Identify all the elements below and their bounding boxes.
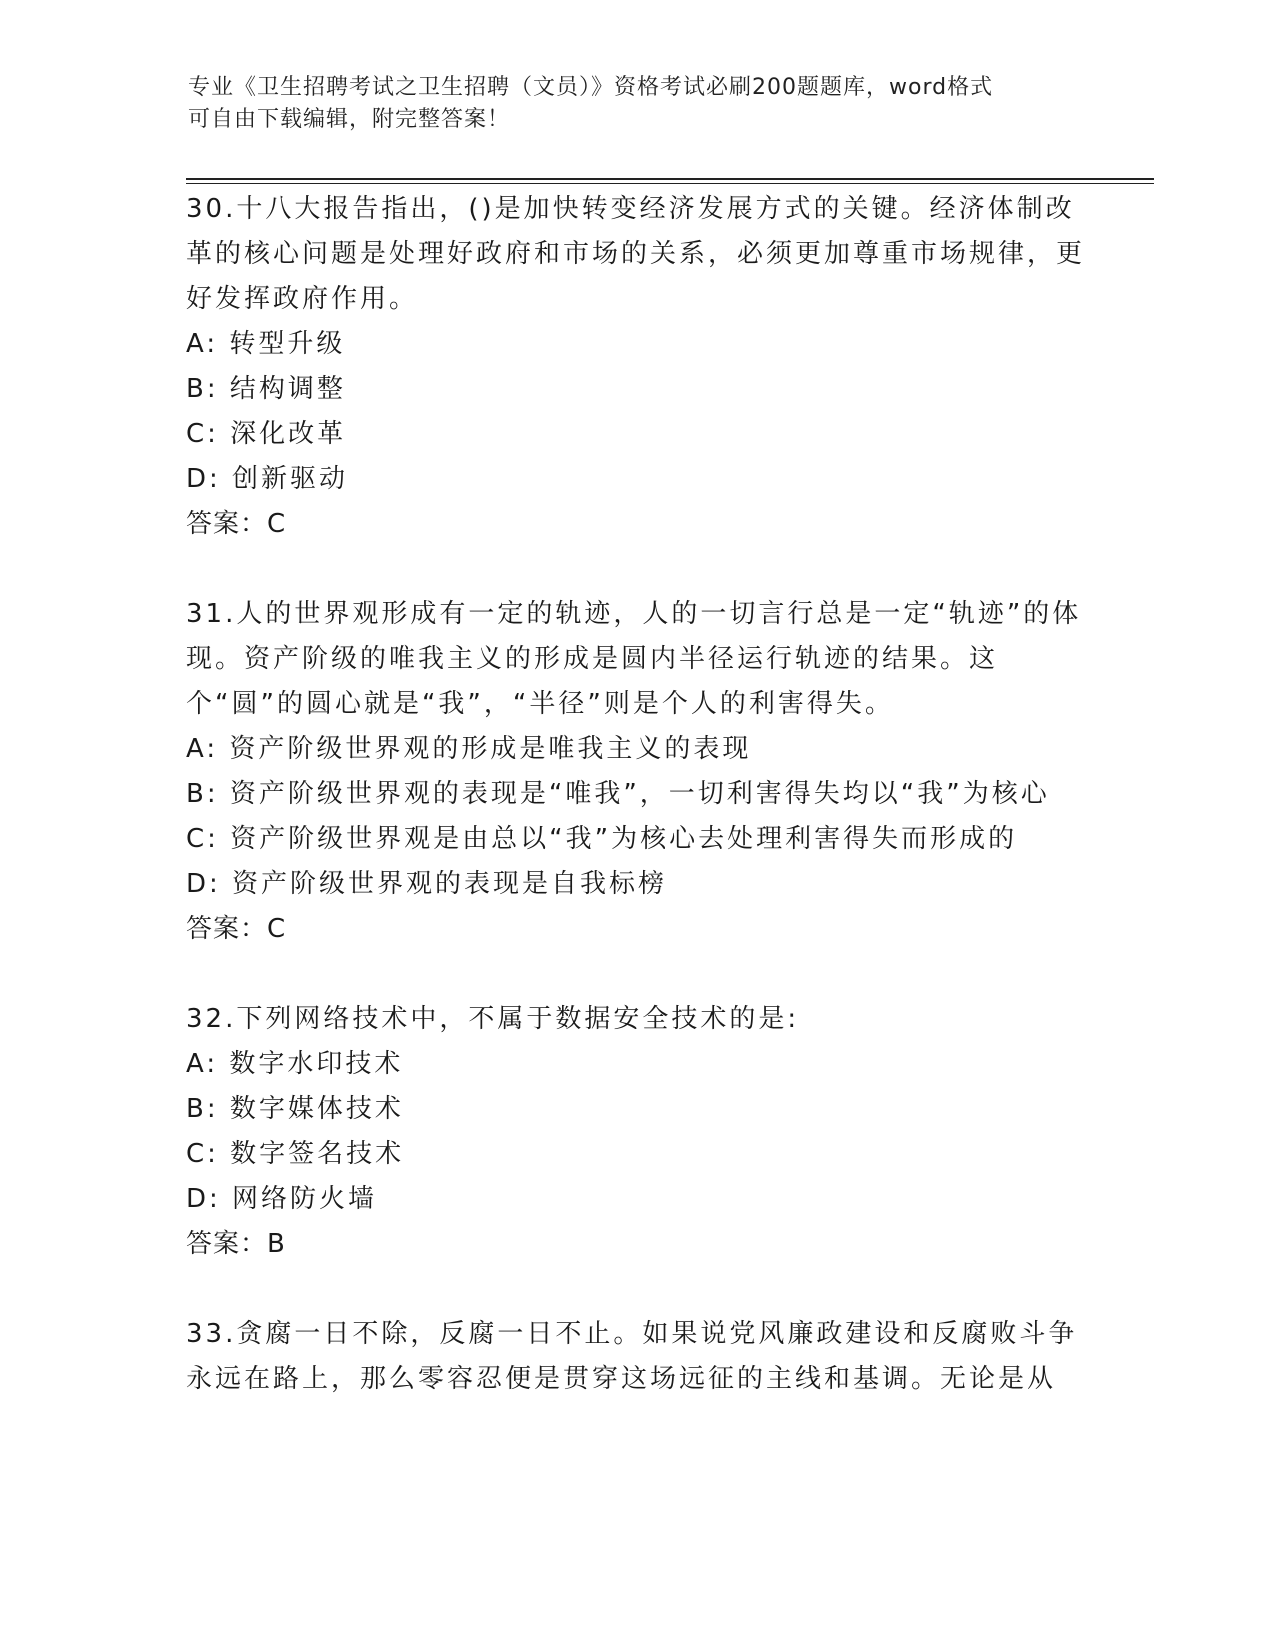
question-33 xyxy=(186,1312,1086,1402)
option-d: D: 创新驱动 xyxy=(186,464,349,494)
question-list xyxy=(186,187,1086,1402)
document-header xyxy=(188,72,1068,136)
option-d: D: 资产阶级世界观的表现是自我标榜 xyxy=(186,869,668,899)
question-text: 31.人的世界观形成有一定的轨迹，人的一切言行总是一定“轨迹”的体现。资产阶级的唯我主义的形成是圆内半径运行轨迹的结果。这个“圆”的圆心就是“我”，“半径”则是个人的利害得失。 xyxy=(186,599,1082,719)
option-b: B: 数字媒体技术 xyxy=(186,1094,404,1124)
header-divider-thick xyxy=(186,178,1154,180)
option-d: D: 网络防火墙 xyxy=(186,1184,378,1214)
option-c: C: 深化改革 xyxy=(186,419,347,449)
header-line-2: 可自由下载编辑，附完整答案！ xyxy=(188,107,511,132)
question-31 xyxy=(186,592,1086,952)
option-c: C: 数字签名技术 xyxy=(186,1139,405,1169)
header-divider-thin xyxy=(186,183,1154,184)
option-a: A: 资产阶级世界观的形成是唯我主义的表现 xyxy=(186,734,752,764)
option-a: A: 转型升级 xyxy=(186,329,346,359)
option-c: C: 资产阶级世界观是由总以“我”为核心去处理利害得失而形成的 xyxy=(186,824,1018,854)
question-text: 32.下列网络技术中，不属于数据安全技术的是: xyxy=(186,1004,800,1034)
option-b: B: 资产阶级世界观的表现是“唯我”，一切利害得失均以“我”为核心 xyxy=(186,779,1050,809)
header-line-1: 专业《卫生招聘考试之卫生招聘（文员）》资格考试必刷200题题库，word格式 xyxy=(188,75,994,100)
question-30 xyxy=(186,187,1086,547)
question-text: 33.贪腐一日不除，反腐一日不止。如果说党风廉政建设和反腐败斗争永远在路上，那么零容忍便是贯穿这场远征的主线和基调。无论是从 xyxy=(186,1319,1078,1394)
option-b: B: 结构调整 xyxy=(186,374,346,404)
question-32 xyxy=(186,997,1086,1267)
question-text: 30.十八大报告指出，()是加快转变经济发展方式的关键。经济体制改革的核心问题是处理好政府和市场的关系，必须更加尊重市场规律，更好发挥政府作用。 xyxy=(186,194,1086,314)
answer: 答案：C xyxy=(186,914,287,944)
answer: 答案：C xyxy=(186,509,287,539)
answer: 答案：B xyxy=(186,1229,286,1259)
option-a: A: 数字水印技术 xyxy=(186,1049,404,1079)
